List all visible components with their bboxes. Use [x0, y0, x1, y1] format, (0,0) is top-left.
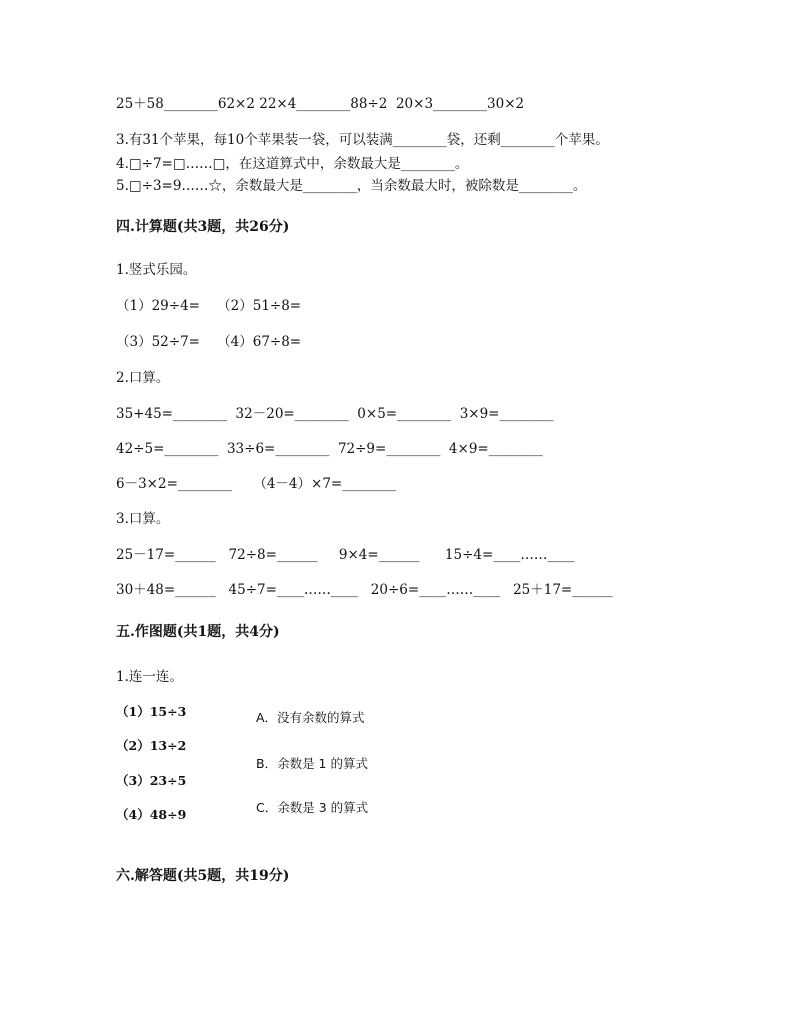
question-3-5: 5.□÷3=9……☆，余数最大是________，当余数最大时，被除数是________。	[116, 178, 587, 194]
s4-q1-row1: （1）29÷4= （2）51÷8=	[116, 298, 302, 314]
s4-q1-row2: （3）52÷7= （4）67÷8=	[116, 334, 302, 350]
s4-q2-row1: 35+45=________ 32－20=________ 0×5=________ 3×9=________	[116, 406, 554, 422]
s4-q3-row1: 25－17=______ 72÷8=______ 9×4=______ 15÷4=____……____	[116, 547, 575, 563]
s4-q3-title: 3.口算。	[116, 511, 170, 527]
left-item-3: （3）23÷5	[116, 773, 187, 788]
right-item-c: C．余数是 3 的算式	[256, 800, 369, 815]
s4-q3-row2: 30＋48=______ 45÷7=____……____ 20÷6=____……____ 25＋17=______	[116, 582, 613, 598]
left-item-4: （4）48÷9	[116, 807, 187, 822]
section-5-title: 五.作图题(共1题，共4分)	[116, 624, 280, 640]
s5-q1-title: 1.连一连。	[116, 669, 183, 685]
section-4-title: 四.计算题(共3题，共26分)	[116, 219, 290, 235]
left-item-1: （1）15÷3	[116, 704, 187, 719]
question-3-3: 3.有31个苹果，每10个苹果装一袋，可以装满________袋，还剩________个苹果。	[116, 132, 609, 148]
s4-q2-row2: 42÷5=________ 33÷6=________ 72÷9=________ 4×9=________	[116, 441, 543, 457]
s4-q1-title: 1.竖式乐园。	[116, 262, 197, 278]
s4-q2-title: 2.口算。	[116, 370, 170, 386]
compare-row: 25＋58________62×2 22×4________88÷2 20×3________30×2	[116, 96, 525, 112]
left-item-2: （2）13÷2	[116, 738, 187, 753]
question-3-4: 4.□÷7=□……□，在这道算式中，余数最大是________。	[116, 156, 469, 172]
section-6-title: 六.解答题(共5题，共19分)	[116, 868, 290, 884]
s4-q2-row3: 6－3×2=________ （4－4）×7=________	[116, 476, 397, 492]
right-item-b: B．余数是 1 的算式	[256, 756, 368, 771]
right-item-a: A．没有余数的算式	[256, 710, 365, 725]
